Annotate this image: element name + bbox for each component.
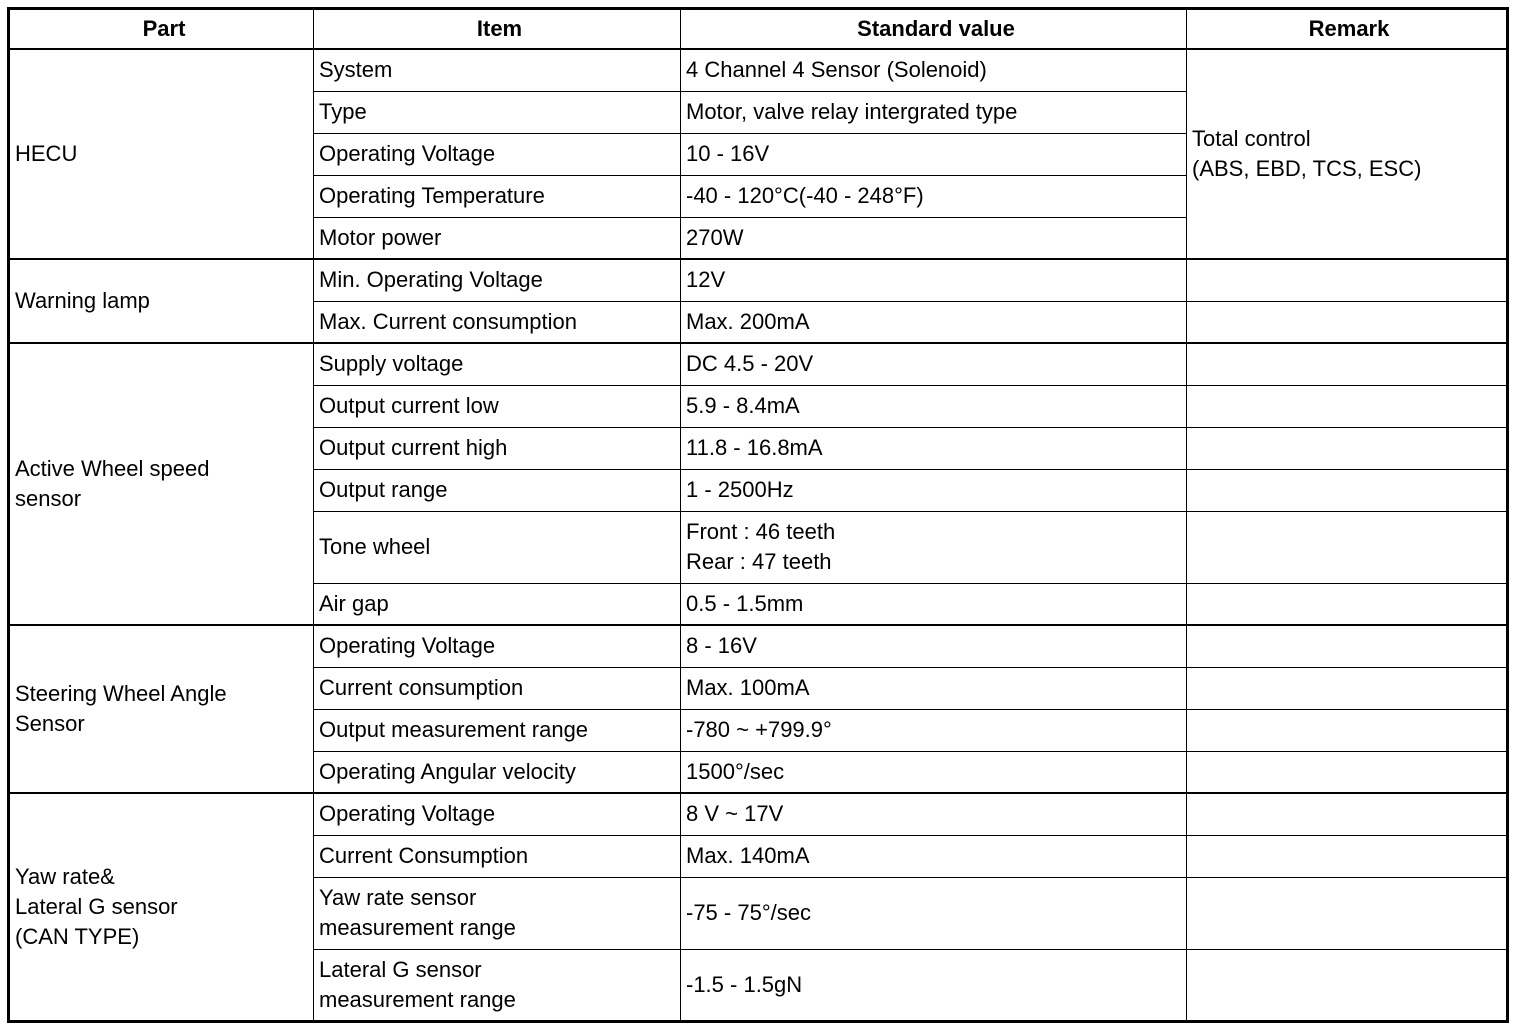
remark-cell xyxy=(1187,949,1508,1021)
value-cell: Motor, valve relay intergrated type xyxy=(681,91,1187,133)
remark-cell xyxy=(1187,385,1508,427)
value-cell: -1.5 - 1.5gN xyxy=(681,949,1187,1021)
item-cell: Yaw rate sensor measurement range xyxy=(314,877,681,949)
remark-cell xyxy=(1187,343,1508,385)
item-cell: Output measurement range xyxy=(314,709,681,751)
table-row xyxy=(9,625,1508,667)
item-cell: Operating Voltage xyxy=(314,133,681,175)
remark-cell xyxy=(1187,751,1508,793)
remark-cell xyxy=(1187,427,1508,469)
table-row xyxy=(9,49,1508,91)
item-cell: System xyxy=(314,49,681,91)
header-standard-value: Standard value xyxy=(681,9,1187,50)
item-cell: Operating Voltage xyxy=(314,625,681,667)
remark-cell xyxy=(1187,301,1508,343)
item-cell: Operating Angular velocity xyxy=(314,751,681,793)
value-cell: 8 V ~ 17V xyxy=(681,793,1187,835)
value-cell: 12V xyxy=(681,259,1187,301)
item-cell: Max. Current consumption xyxy=(314,301,681,343)
value-cell: 1 - 2500Hz xyxy=(681,469,1187,511)
value-cell: -75 - 75°/sec xyxy=(681,877,1187,949)
remark-cell xyxy=(1187,835,1508,877)
value-cell: 270W xyxy=(681,217,1187,259)
value-cell: -40 - 120°C(-40 - 248°F) xyxy=(681,175,1187,217)
remark-cell xyxy=(1187,709,1508,751)
part-hecu: HECU xyxy=(9,49,314,259)
remark-cell xyxy=(1187,625,1508,667)
item-cell: Output current high xyxy=(314,427,681,469)
part-steering-angle-sensor: Steering Wheel Angle Sensor xyxy=(9,625,314,793)
item-cell: Air gap xyxy=(314,583,681,625)
item-cell: Tone wheel xyxy=(314,511,681,583)
value-cell: Max. 200mA xyxy=(681,301,1187,343)
header-row xyxy=(9,9,1508,50)
value-cell: Max. 100mA xyxy=(681,667,1187,709)
value-cell: 5.9 - 8.4mA xyxy=(681,385,1187,427)
part-warning-lamp: Warning lamp xyxy=(9,259,314,343)
item-cell: Output current low xyxy=(314,385,681,427)
header-item: Item xyxy=(314,9,681,50)
value-cell: 1500°/sec xyxy=(681,751,1187,793)
remark-cell xyxy=(1187,469,1508,511)
item-cell: Current Consumption xyxy=(314,835,681,877)
remark-hecu: Total control (ABS, EBD, TCS, ESC) xyxy=(1187,49,1508,259)
value-cell: 4 Channel 4 Sensor (Solenoid) xyxy=(681,49,1187,91)
item-cell: Motor power xyxy=(314,217,681,259)
remark-cell xyxy=(1187,877,1508,949)
header-part: Part xyxy=(9,9,314,50)
value-cell: Front : 46 teeth Rear : 47 teeth xyxy=(681,511,1187,583)
value-cell: 11.8 - 16.8mA xyxy=(681,427,1187,469)
item-cell: Lateral G sensor measurement range xyxy=(314,949,681,1021)
value-cell: Max. 140mA xyxy=(681,835,1187,877)
table-row xyxy=(9,343,1508,385)
part-yaw-rate-sensor: Yaw rate& Lateral G sensor (CAN TYPE) xyxy=(9,793,314,1021)
item-cell: Current consumption xyxy=(314,667,681,709)
part-wheel-speed-sensor: Active Wheel speed sensor xyxy=(9,343,314,625)
value-cell: 8 - 16V xyxy=(681,625,1187,667)
header-remark: Remark xyxy=(1187,9,1508,50)
item-cell: Min. Operating Voltage xyxy=(314,259,681,301)
item-cell: Operating Voltage xyxy=(314,793,681,835)
value-cell: 10 - 16V xyxy=(681,133,1187,175)
remark-cell xyxy=(1187,793,1508,835)
value-cell: DC 4.5 - 20V xyxy=(681,343,1187,385)
value-cell: -780 ~ +799.9° xyxy=(681,709,1187,751)
item-cell: Operating Temperature xyxy=(314,175,681,217)
item-cell: Output range xyxy=(314,469,681,511)
specification-table xyxy=(7,7,1509,1023)
table-row xyxy=(9,793,1508,835)
remark-cell xyxy=(1187,667,1508,709)
value-cell: 0.5 - 1.5mm xyxy=(681,583,1187,625)
remark-cell xyxy=(1187,583,1508,625)
table-row xyxy=(9,259,1508,301)
remark-cell xyxy=(1187,511,1508,583)
item-cell: Supply voltage xyxy=(314,343,681,385)
remark-cell xyxy=(1187,259,1508,301)
item-cell: Type xyxy=(314,91,681,133)
